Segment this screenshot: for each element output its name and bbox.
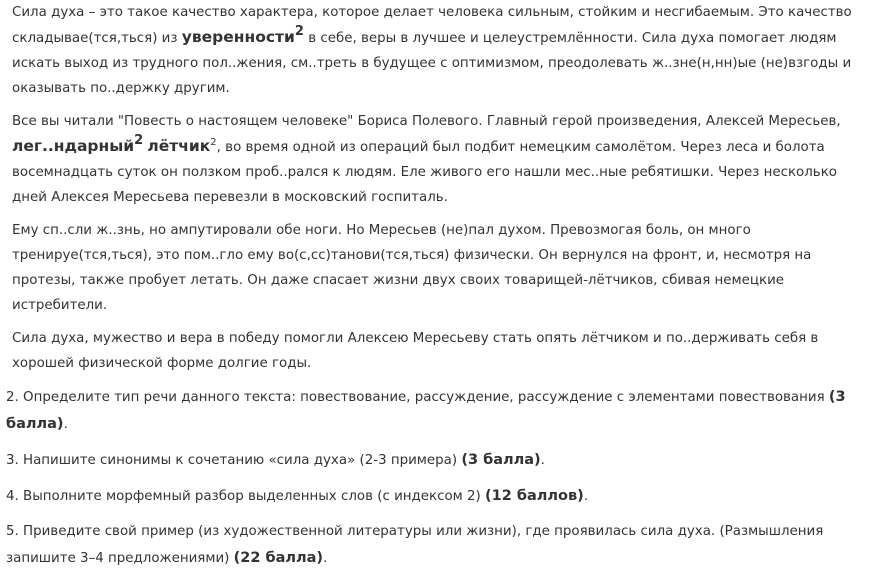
highlighted-word-legendarny: лег..ндарный — [12, 137, 135, 155]
highlighted-word-letchik: лётчик — [147, 137, 211, 155]
paragraph-4: Сила духа, мужество и вера в победу помогли Алексею Мересьеву стать опять лётчиком и по..держивать себя в хорошей физической форме долгие годы. — [12, 331, 819, 371]
question-3 — [6, 447, 862, 474]
question-text: 2. Определите тип речи данного текста: повествование, рассуждение, рассуждение с элементами повествования — [6, 390, 829, 405]
index-superscript: 2 — [294, 24, 304, 39]
question-points: (3 балла) — [6, 389, 846, 432]
index-superscript: 2 — [210, 137, 217, 148]
question-5 — [6, 519, 862, 572]
highlighted-word-uverennosti: уверенности — [181, 28, 295, 46]
question-points: (3 балла) — [461, 452, 541, 468]
question-text: 4. Выполните морфемный разбор выделенных слов (с индексом 2) — [6, 489, 486, 504]
paragraph-1 — [6, 0, 862, 101]
question-text: 5. Приведите свой пример (из художественной литературы или жизни), где проявилась сила духа. (Размышления запишите 3–4 предложениями) — [6, 524, 824, 566]
p2-text-b: , во время одной из операций был подбит немецким самолётом. Через леса и болота восемнадцать суток он ползком проб..рался к людям. Еле живого его нашли мес..ные ребятишки. Через несколько дней Алексея Мересьева перевезли в московский госпиталь. — [12, 140, 837, 205]
question-points: (12 баллов) — [485, 488, 584, 504]
p1-text-b: в себе, веры в лучшее и целеустремлённости. Сила духа помогает людям искать выход из трудного пол..жения, см..треть в будущее с оптимизмом, преодолевать ж..зне(н,нн)ые (не)взгоды и оказывать по..держку другим. — [12, 31, 852, 96]
paragraph-2 — [6, 109, 862, 210]
question-tail: . — [540, 453, 545, 468]
p2-text-a: Все вы читали "Повесть о настоящем человеке" Бориса Полевого. Главный герой произведения, Алексей Мересьев, — [12, 114, 841, 129]
question-tail: . — [63, 417, 68, 432]
p1-text-a: Сила духа – это такое качество характера, которое делает человека сильным, стойким и несгибаемым. Это качество складывае(тся,ться) из — [12, 5, 852, 46]
question-tail: . — [323, 551, 328, 566]
question-text: 3. Напишите синонимы к сочетанию «сила духа» (2-3 примера) — [6, 453, 462, 468]
index-superscript: 2 — [134, 133, 144, 148]
question-2 — [6, 384, 862, 438]
question-tail: . — [583, 489, 589, 504]
question-points: (22 балла) — [233, 550, 324, 566]
paragraph-3: Ему сп..сли ж..знь, но ампутировали обе ноги. Но Мересьев (не)пал духом. Превозмогая боль, он много тренируе(тся,ться), это пом..гло ему во(с,сс)танови(тся,ться) физически. Он вернулся на фронт, и, несмотря на протезы, также пробует летать. Он даже спасает жизни двух своих товарищей-лётчиков, сбивая немецкие истребители. — [12, 223, 812, 313]
question-4 — [6, 483, 862, 510]
